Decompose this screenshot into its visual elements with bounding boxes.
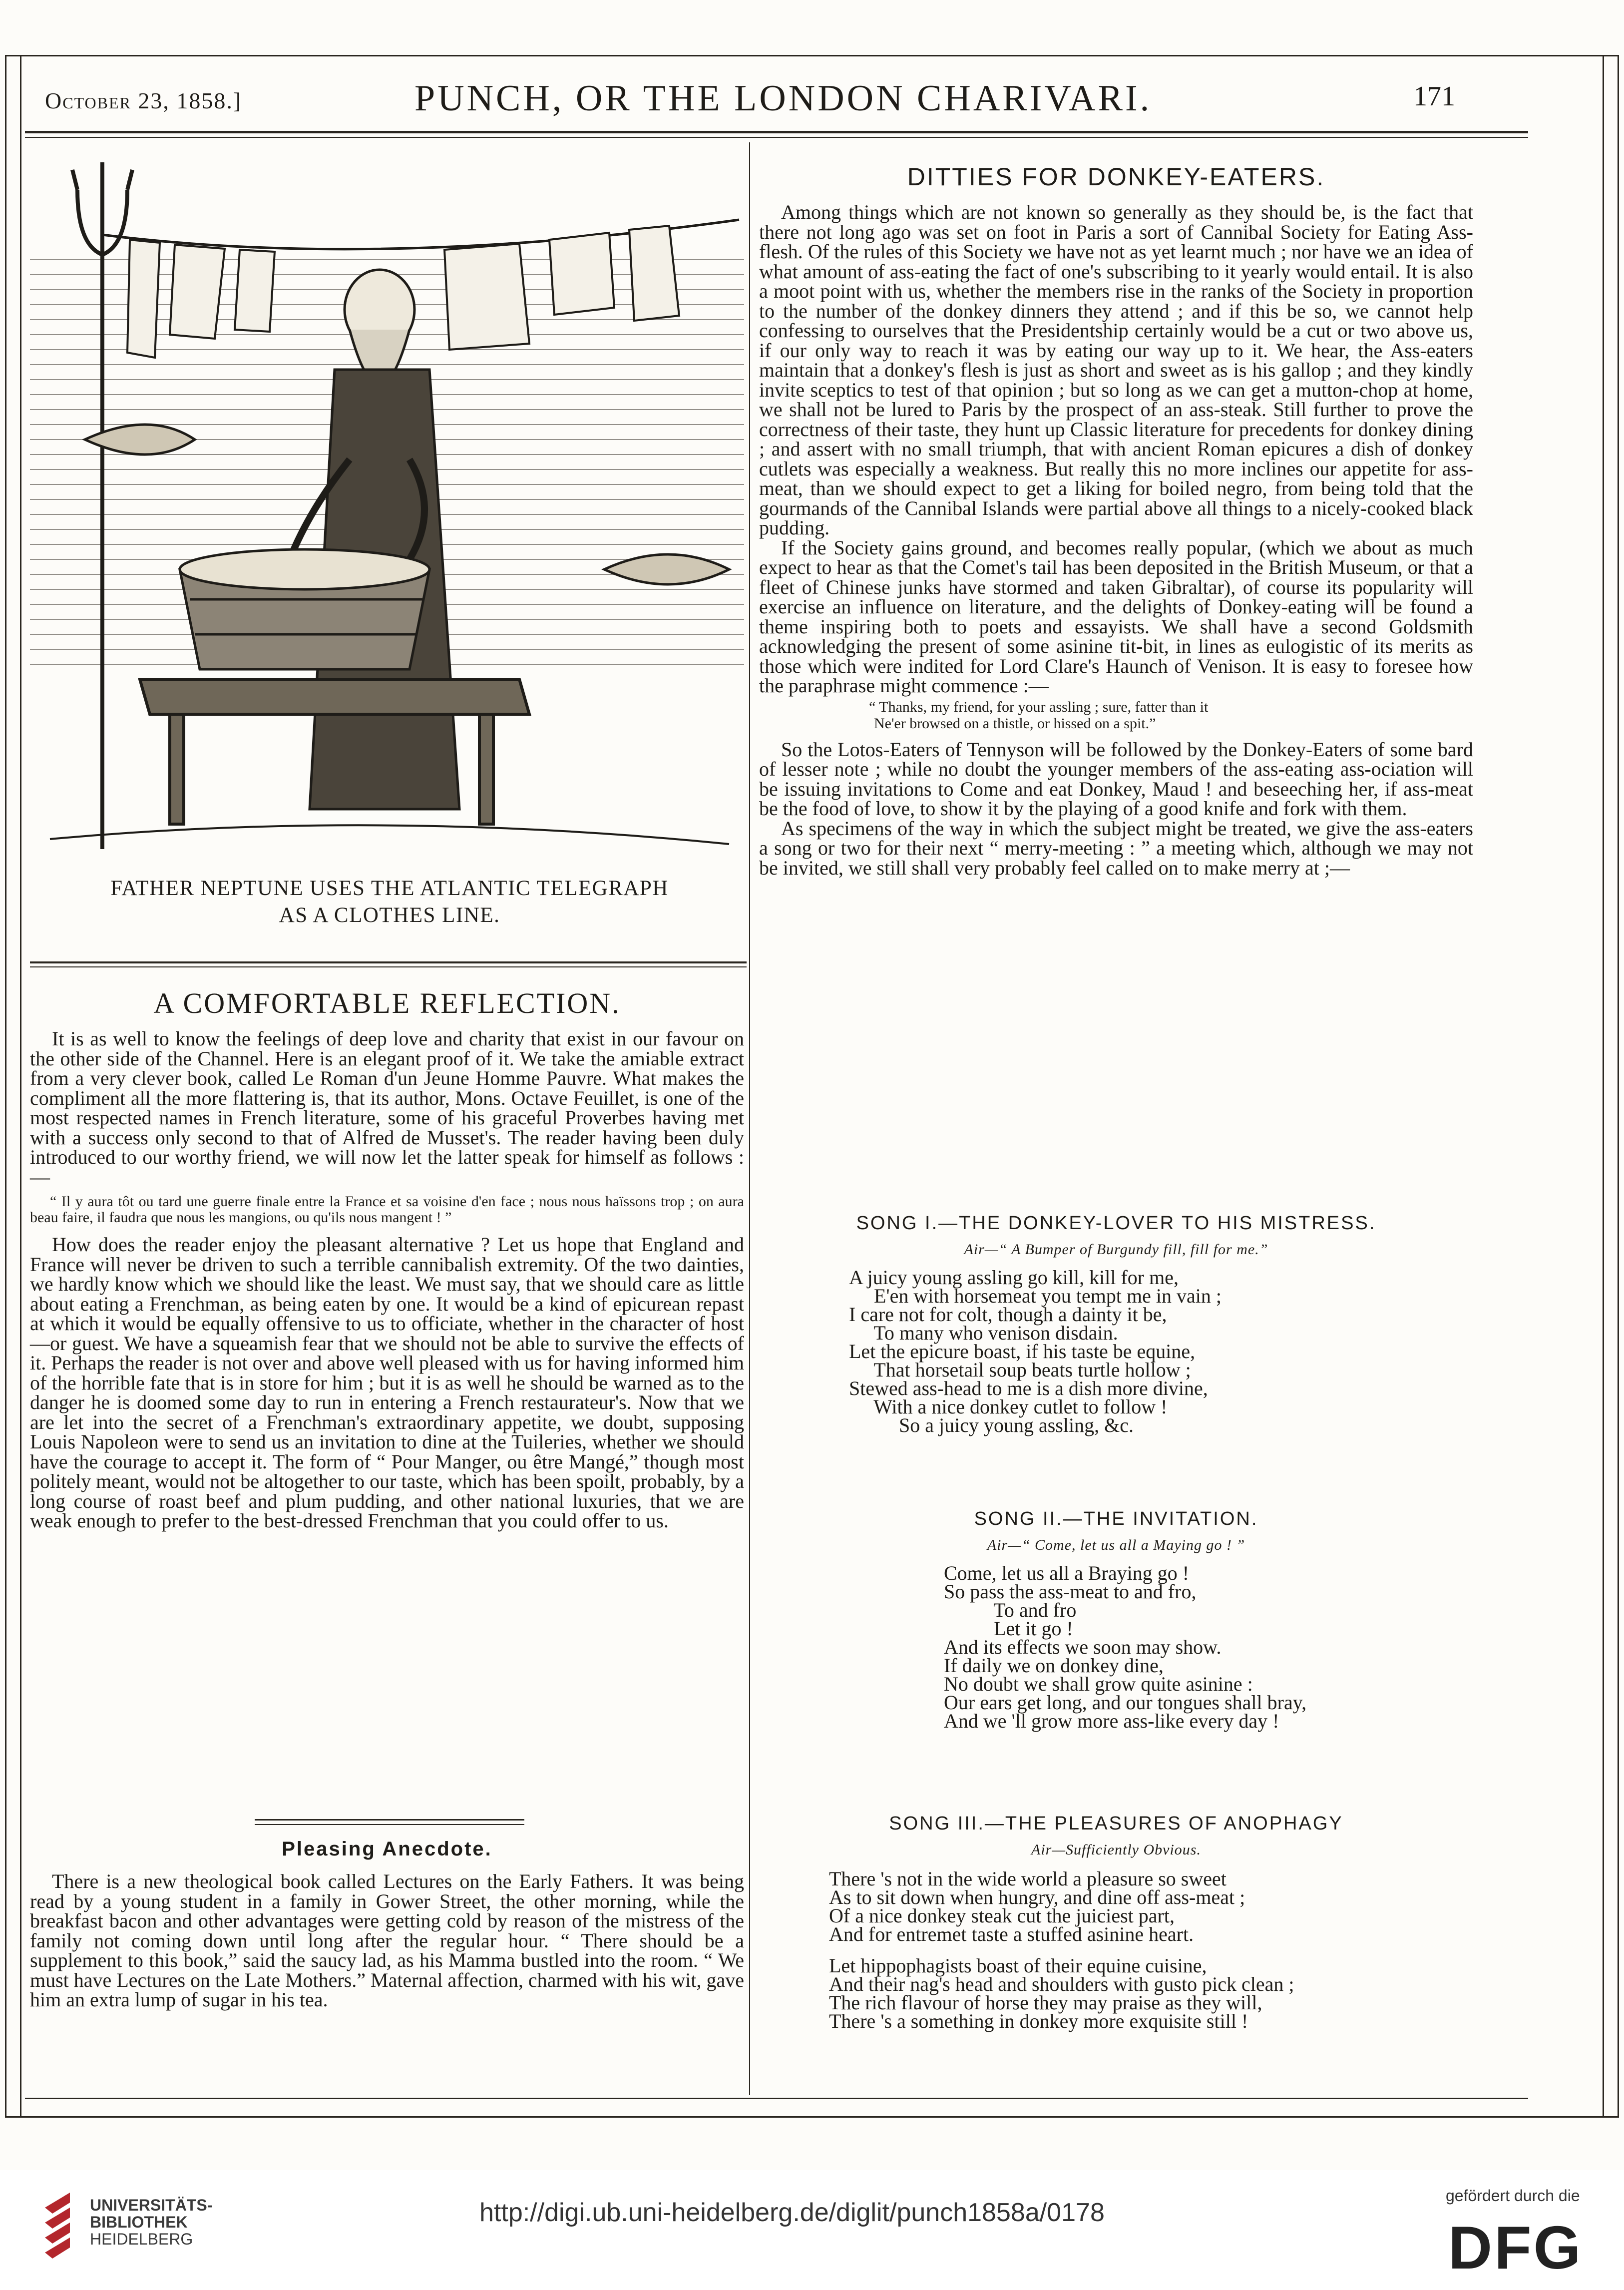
article-paragraph: As specimens of the way in which the subject might be treated, we give the ass-eaters a song or two for their next “ merry-meeting : ” a meeting which, although we may not be invited, we still shall very probably feel called on to make merry at ;— <box>759 817 1473 879</box>
verse-line: No doubt we shall grow quite asinine : <box>944 1673 1253 1695</box>
short-section-rule-thin <box>255 1824 524 1825</box>
library-name-line: HEIDELBERG <box>90 2230 193 2248</box>
verse-line: Our ears get long, and our tongues shall bray, <box>944 1691 1307 1714</box>
verse-line: To many who venison disdain. <box>849 1322 1118 1344</box>
header-rule-thick <box>25 131 1528 133</box>
verse-line: There 's not in the wide world a pleasure so sweet <box>829 1867 1226 1890</box>
article-pleasing-anecdote <box>30 1838 744 2010</box>
caption-line-2: AS A CLOTHES LINE. <box>279 904 500 927</box>
article-paragraph: So the Lotos-Eaters of Tennyson will be followed by the Donkey-Eaters of some bard of lesser note ; while no doubt the younger members of the ass-eating ass-ociation will be issuing invitations to Come and eat Donkey, Maud ! and beseeching her, if ass-meat be the food of love, to show it by the playing of a good knife and fork with them. <box>759 738 1473 820</box>
funding-label: gefördert durch die <box>1446 2187 1580 2205</box>
page-number: 171 <box>1413 81 1455 112</box>
quotation-line: Ne'er browsed on a thistle, or hissed on a spit.” <box>874 715 1156 732</box>
article-comfortable-reflection <box>30 986 744 1531</box>
verse-line: And their nag's head and shoulders with gusto pick clean ; <box>829 1973 1294 1995</box>
verse-line: With a nice donkey cutlet to follow ! <box>849 1395 1168 1418</box>
song-three <box>759 1813 1473 2030</box>
bottom-rule <box>25 2098 1528 2099</box>
song-air: Air—Sufficiently Obvious. <box>1031 1841 1201 1858</box>
library-emblem-icon <box>40 2188 85 2263</box>
verse-line: The rich flavour of horse they may praise as they will, <box>829 1991 1262 2014</box>
running-head <box>25 72 1453 122</box>
song-verse <box>759 1564 1473 1730</box>
short-section-rule <box>255 1819 524 1821</box>
song-two <box>759 1508 1473 1730</box>
verse-line: Come, let us all a Braying go ! <box>944 1562 1190 1584</box>
article-heading: Pleasing Anecdote. <box>282 1838 492 1860</box>
article-paragraph: There is a new theological book called Lectures on the Early Fathers. It was being read by a young student in a family in Gower Street, the other morning, while the breakfast bacon and other advantages were getting cold by reason of the mistress of the family not coming down until long after the regular hour. “ There should be a supplement to this book,” said the saucy lad, as his Mamma bustled into the room. “ We must have Lectures on the Late Mothers.” Maternal affection, charmed with his wit, gave him an extra lump of sugar in his tea. <box>30 1870 744 2011</box>
article-paragraph: It is as well to know the feelings of deep love and charity that exist in our favour on the other side of the Channel. Here is an elegant proof of it. We take the amiable extract from a very clever book, called Le Roman d'un Jeune Homme Pauvre. What makes the compliment all the more flattering is, that its author, Mons. Octave Feuillet, is one of the most respected names in French literature, some of his graceful Proverbes having met with a success only second to that of Alfred de Musset's. The reader having been duly introduced to our worthy friend, we will now let the latter speak for himself as follows :— <box>30 1027 744 1188</box>
verse-line: I care not for colt, though a dainty it be, <box>849 1303 1167 1326</box>
goldsmith-quotation <box>759 699 1473 732</box>
issue-date: October 23, 1858.] <box>45 88 242 113</box>
verse-line: So a juicy young assling, &c. <box>849 1414 1134 1436</box>
article-paragraph: Among things which are not known so generally as they should be, is the fact that there not long ago was set on foot in Paris a sort of Cannibal Society for Eating Ass-flesh. Of the rules of this Society we have not as yet learnt much ; nor have we an idea of what amount of ass-eating the fact of one's subscribing to it yearly would entail. It is also a moot point with us, whether the members rise in the ranks of the Society in proportion to the number of the donkey dinners they attend ; and if this be so, we cannot help confessing to ourselves that the Presidentship certainly would be a cut or two above us, if our only way to reach it was by eating our way up to it. We hear, the Ass-eaters maintain that a donkey's flesh is just as short and sweet as is his gallop ; and they kindly invite sceptics to test of that opinion ; but so long as we can get a mutton-chop at home, we shall not be lured to Paris by the prospect of an ass-steak. Still further to prove the correctness of their taste, they hunt up Classic literature for precedents for donkey dining ; and assert with no small triumph, that with ancient Roman epicures a dish of donkey cutlets was especially a weakness. But really this no more inclines our appetite for ass-meat, than we should expect to get a liking for boiled negro, from being told that the gourmands of the Cannibal Islands were partial above all things to a nicely-cooked black pudding. <box>759 201 1473 539</box>
verse-line: Let hippophagists boast of their equine cuisine, <box>829 1954 1207 1977</box>
french-quotation: “ Il y aura tôt ou tard une guerre finale entre la France et sa voisine d'en face ; nous nous haïssons trop ; on aura beau faire, il faudra que nous les mangions, ou qu'ils nous mangent ! ” <box>30 1193 744 1226</box>
article-heading: A COMFORTABLE REFLECTION. <box>153 987 621 1019</box>
article-paragraph: If the Society gains ground, and becomes really popular, (which we about as much expect to hear as that the Comet's tail has been deposited in the British Museum, or that a fleet of Chinese junks have stormed and taken Gibraltar), of course its popularity will exercise an influence on literature, and the delights of Donkey-eating will be found a theme inspiring both to poets and essayists. We shall have a second Goldsmith acknowledging the present of some asinine tit-bit, in lines as eulogistic of its merits as those which were indited for Lord Clare's Haunch of Venison. It is easy to foresee how the paraphrase might commence :— <box>759 536 1473 697</box>
verse-line: And its effects we soon may show. <box>944 1636 1221 1658</box>
article-ditties <box>759 162 1473 878</box>
verse-line: There 's a something in donkey more exquisite still ! <box>829 2010 1248 2032</box>
verse-line: E'en with horsemeat you tempt me in vain ; <box>849 1285 1221 1307</box>
library-name <box>90 2197 212 2248</box>
song-verse <box>759 1869 1473 2030</box>
verse-line: Let it go ! <box>944 1617 1073 1640</box>
dfg-logo[interactable]: DFG <box>1448 2214 1583 2282</box>
section-rule-thin <box>30 966 747 967</box>
verse-line: Of a nice donkey steak cut the juiciest part, <box>829 1904 1175 1927</box>
cartoon-caption <box>30 875 749 929</box>
song-heading: SONG I.—THE DONKEY-LOVER TO HIS MISTRESS. <box>856 1213 1376 1234</box>
header-rule-thin <box>25 137 1528 138</box>
song-heading: SONG III.—THE PLEASURES OF ANOPHAGY <box>889 1813 1343 1834</box>
column-divider <box>749 142 750 2095</box>
article-paragraph: How does the reader enjoy the pleasant alternative ? Let us hope that England and France will never be driven to such a terrible cannibalish extremity. Of the two dainties, we hardly know which we should like the least. We must say, that we should care as little about eating a Frenchman, as being eaten by one. It would be a kind of epicurean repast at which it would be equally offensive to us to officiate, whether in the character of host—or guest. We have a squeamish fear that we should not be able to survive the effects of it. Perhaps the reader is not over and above well pleased with us for having informed him of the horrible fate that is in store for him ; but it is as well he should be warned as to the danger he is doomed some day to run in entering a French restaurateur's. Now that we are let into the secret of a Frenchman's extraordinary appetite, we doubt, supposing Louis Napoleon were to send us an invitation to dine at the Tuileries, whether we should have the courage to accept it. The form of “ Pour Manger, ou être Mangé,” though most politely meant, would not be altogether to our taste, which has been spoilt, probably, by a long course of roast beef and plum pudding, and other national luxuries, that we are weak enough to prefer to the best-dressed Frenchman that you could offer to us. <box>30 1233 744 1532</box>
library-name-line: UNIVERSITÄTS- <box>90 2196 213 2214</box>
library-name-line: BIBLIOTHEK <box>90 2213 188 2231</box>
verse-line: And for entremet taste a stuffed asinine heart. <box>829 1923 1194 1945</box>
song-air: Air—“ A Bumper of Burgundy fill, fill for me.” <box>964 1241 1268 1258</box>
cartoon-illustration <box>30 160 744 879</box>
verse-line: Stewed ass-head to me is a dish more divine, <box>849 1377 1208 1399</box>
verse-line: Let the epicure boast, if his taste be equine, <box>849 1340 1196 1363</box>
verse-line: If daily we on donkey dine, <box>944 1654 1164 1677</box>
song-heading: SONG II.—THE INVITATION. <box>974 1508 1258 1529</box>
song-verse <box>759 1268 1473 1434</box>
quotation-line: “ Thanks, my friend, for your assling ; sure, fatter than it <box>869 698 1209 715</box>
digitization-footer <box>0 2170 1624 2290</box>
verse-line: A juicy young assling go kill, kill for me, <box>849 1266 1179 1289</box>
source-url-link[interactable]: http://digi.ub.uni-heidelberg.de/diglit/punch1858a/0178 <box>479 2198 1105 2227</box>
verse-line: That horsetail soup beats turtle hollow ; <box>849 1359 1191 1381</box>
library-logo[interactable] <box>40 2188 213 2265</box>
song-air: Air—“ Come, let us all a Maying go ! ” <box>987 1537 1245 1553</box>
periodical-title: PUNCH, OR THE LONDON CHARIVARI. <box>414 78 1152 119</box>
song-one <box>759 1213 1473 1434</box>
article-heading: DITTIES FOR DONKEY-EATERS. <box>907 163 1325 191</box>
caption-line-1: FATHER NEPTUNE USES THE ATLANTIC TELEGRAPH <box>110 877 669 900</box>
section-rule <box>30 961 747 963</box>
verse-line: So pass the ass-meat to and fro, <box>944 1580 1197 1603</box>
verse-line: To and fro <box>944 1599 1077 1621</box>
verse-line: As to sit down when hungry, and dine off ass-meat ; <box>829 1886 1245 1908</box>
verse-line: And we 'll grow more ass-like every day ! <box>944 1710 1279 1732</box>
